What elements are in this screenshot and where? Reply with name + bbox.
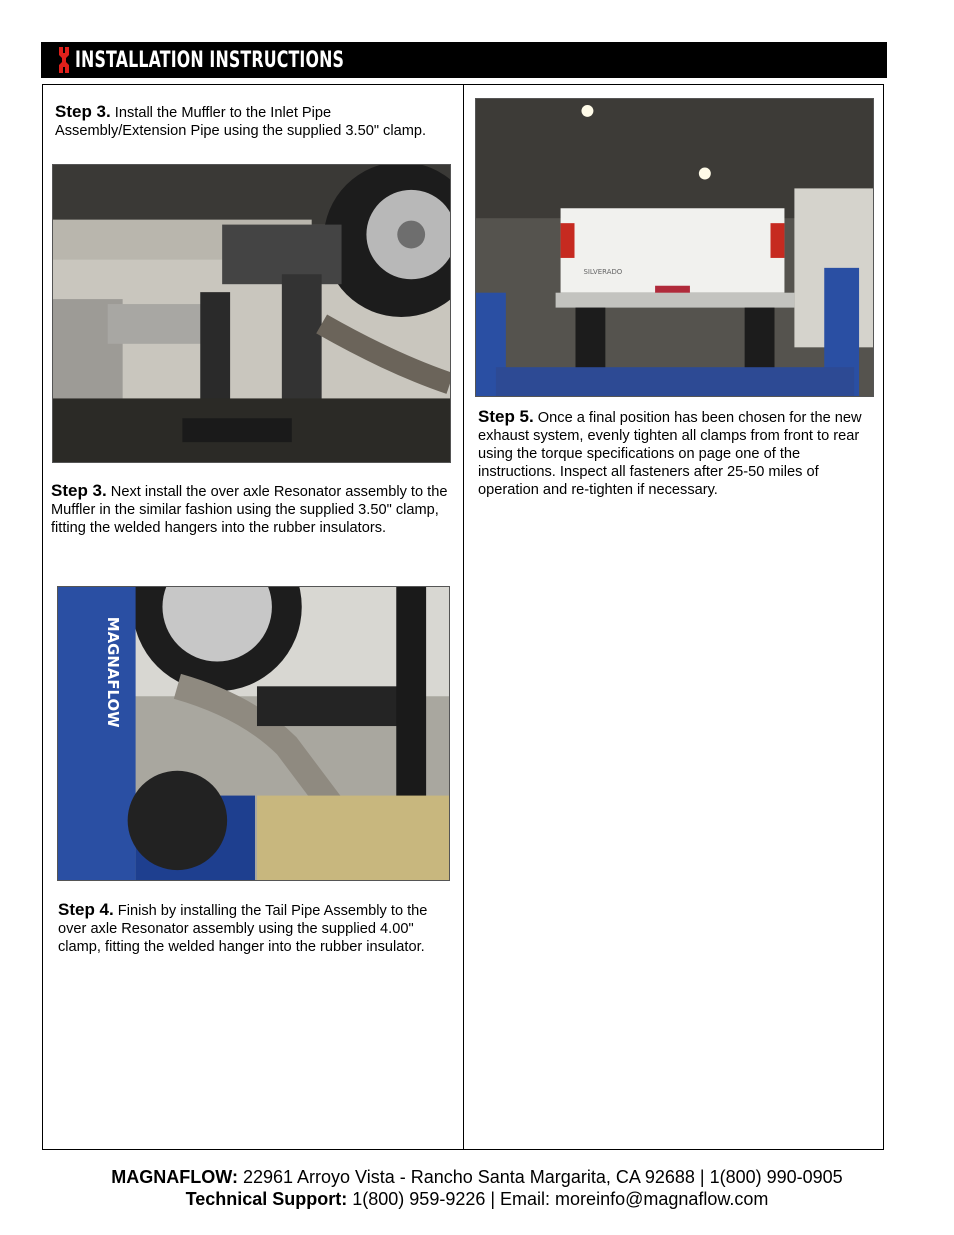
page-title: INSTALLATION INSTRUCTIONS (75, 47, 345, 73)
footer-support-label: Technical Support: (185, 1189, 348, 1209)
step-number: Step 5. (478, 407, 534, 426)
wrench-icon (57, 47, 71, 73)
footer-company-label: MAGNAFLOW: (111, 1167, 238, 1187)
truck-model-label: SILVERADO (583, 267, 623, 276)
step-4-install-tailpipe (58, 901, 453, 956)
footer-address-text: 22961 Arroyo Vista - Rancho Santa Margarita, CA 92688 | 1(800) 990-0905 (237, 1167, 843, 1187)
step-number: Step 3. (51, 481, 107, 500)
truck-on-lift-photo (475, 98, 874, 397)
step-text: Finish by installing the Tail Pipe Assembly to the over axle Resonator assembly using the supplied 4.00" clamp, fitting the welded hanger into the rubber insulator. (58, 903, 428, 955)
step-number: Step 4. (58, 900, 114, 919)
muffler-install-photo (52, 164, 451, 463)
step-number: Step 3. (55, 102, 111, 121)
step-3-install-muffler (55, 103, 460, 140)
step-3-install-resonator (51, 482, 456, 537)
step-text: Once a final position has been chosen for the new exhaust system, evenly tighten all clamps from front to rear using the torque specifications on page one of the instructions. Inspect all fasteners after 25-50 miles of operation and re-tighten if necessary. (478, 410, 862, 498)
column-divider (463, 84, 464, 1150)
footer-support (0, 1188, 954, 1210)
lift-label: MAGNAFLOW (103, 616, 122, 728)
footer-support-text: 1(800) 959-9226 | Email: moreinfo@magnaflow.com (347, 1189, 769, 1209)
step-5-tighten-clamps (478, 408, 878, 499)
resonator-install-photo (57, 586, 450, 881)
header-bar (41, 42, 887, 78)
step-text: Install the Muffler to the Inlet Pipe Assembly/Extension Pipe using the supplied 3.50" clamp. (55, 105, 427, 139)
footer-address (0, 1166, 954, 1188)
step-text: Next install the over axle Resonator assembly to the Muffler in the similar fashion using the supplied 3.50" clamp, fitting the welded hangers into the rubber insulators. (51, 484, 448, 536)
